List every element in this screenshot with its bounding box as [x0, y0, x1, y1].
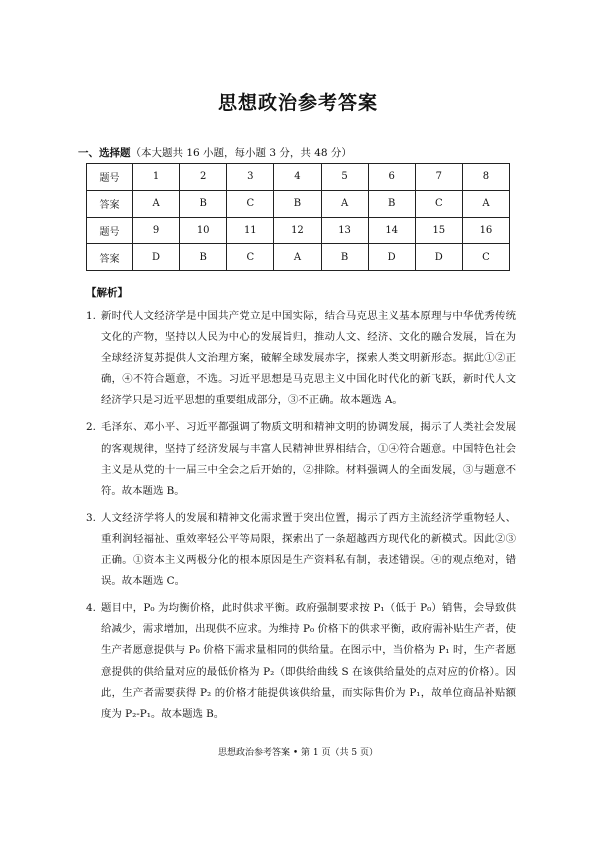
- row-header-cell: 题号: [87, 164, 133, 191]
- answer-row: [87, 190, 510, 217]
- analysis-item: [86, 508, 516, 592]
- table-cell: 2: [180, 164, 227, 191]
- table-cell: D: [368, 244, 415, 271]
- analysis-item: [86, 598, 516, 725]
- answer-table: [86, 163, 510, 271]
- table-cell: D: [415, 244, 462, 271]
- table-cell: A: [274, 244, 321, 271]
- table-cell: C: [415, 190, 462, 217]
- table-cell: 14: [368, 217, 415, 244]
- table-cell: 8: [462, 164, 509, 191]
- answer-row: [87, 244, 510, 271]
- table-cell: 10: [180, 217, 227, 244]
- table-cell: C: [462, 244, 509, 271]
- table-cell: B: [274, 190, 321, 217]
- table-cell: 3: [227, 164, 274, 191]
- table-cell: B: [180, 244, 227, 271]
- section-note: （本大题共 16 小题，每小题 3 分，共 48 分）: [130, 147, 352, 159]
- item-number: 1.: [86, 310, 96, 322]
- table-cell: D: [133, 244, 180, 271]
- item-text: 毛泽东、邓小平、习近平都强调了物质文明和精神文明的协调发展，揭示了人类社会发展的客观规律，坚持了经济发展与丰富人民精神世界相结合，①④符合题意。中国特色社会主义是从党的十一届三中全会之后开始的，②排除。材料强调人的全面发展，③与题意不符。故本题选 B。: [101, 421, 516, 497]
- row-header-cell: 答案: [87, 190, 133, 217]
- item-text: 人文经济学将人的发展和精神文化需求置于突出位置，揭示了西方主流经济学重物轻人、重利润轻福祉、重效率轻公平等局限，探索出了一条超越西方现代化的新模式。因此②③正确。①资本主义两极分化的根本原因是生产资料私有制，表述错误。④的观点绝对，错误。故本题选 C。: [101, 511, 516, 588]
- table-cell: C: [227, 190, 274, 217]
- table-cell: B: [321, 244, 368, 271]
- table-cell: A: [321, 190, 368, 217]
- table-cell: 4: [274, 164, 321, 191]
- section-heading: [78, 145, 352, 160]
- item-number: 3.: [86, 511, 96, 524]
- item-text: 题目中，P₀ 为均衡价格，此时供求平衡。政府强制要求按 P₁（低于 P₀）销售，会导致供给减少，需求增加，出现供不应求。为维持 P₀ 价格下的供求平衡，政府需补贴生产者，使生产者愿意提供与 P₀ 价格下需求量相同的供给量。在图示中，当价格为 P₁ 时，生产者愿意提供的供给量对应的最低价格为 P₂（即供给曲线 S 在该供给量处的点对应的价格）。因此，生产者需要获得 P₂ 的价格才能提供该供给量，而实际售价为 P₁，故单位商品补贴额度为 P₂-P₁。故本题选 B。: [101, 602, 516, 720]
- table-cell: 11: [227, 217, 274, 244]
- analysis-item: [86, 306, 516, 411]
- table-cell: 15: [415, 217, 462, 244]
- section-label: 一、选择题: [78, 147, 131, 159]
- question-number-row: [87, 217, 510, 244]
- table-cell: 7: [415, 164, 462, 191]
- table-cell: 6: [368, 164, 415, 191]
- table-cell: B: [368, 190, 415, 217]
- table-cell: C: [227, 244, 274, 271]
- table-cell: 1: [133, 164, 180, 191]
- row-header-cell: 题号: [87, 217, 133, 244]
- table-cell: 9: [133, 217, 180, 244]
- table-cell: 16: [462, 217, 509, 244]
- analysis-list: [86, 306, 516, 731]
- item-number: 2.: [86, 421, 96, 434]
- page-footer: 思想政治参考答案 • 第 1 页（共 5 页）: [218, 748, 378, 758]
- question-number-row: [87, 164, 510, 191]
- item-text: 新时代人文经济学是中国共产党立足中国实际，结合马克思主义基本原理与中华优秀传统文化的产物，坚持以人民为中心的发展旨归，推动人文、经济、文化的融合发展，旨在为全球经济复苏提供人文治理方案，破解全球发展赤字，探索人类文明新形态。据此①②正确，④不符合题意，不选。习近平思想是马克思主义中国化时代化的新飞跃，新时代人文经济学只是习近平思想的重要组成部分，③不正确。故本题选 A。: [101, 310, 516, 407]
- table-cell: A: [462, 190, 509, 217]
- row-header-cell: 答案: [87, 244, 133, 271]
- item-number: 4.: [86, 602, 96, 615]
- analysis-item: [86, 417, 516, 501]
- table-cell: 5: [321, 164, 368, 191]
- table-cell: 12: [274, 217, 321, 244]
- analysis-heading: 【解析】: [86, 287, 128, 299]
- table-cell: B: [180, 190, 227, 217]
- table-cell: 13: [321, 217, 368, 244]
- table-cell: A: [133, 190, 180, 217]
- page-title: 思想政治参考答案: [217, 92, 378, 114]
